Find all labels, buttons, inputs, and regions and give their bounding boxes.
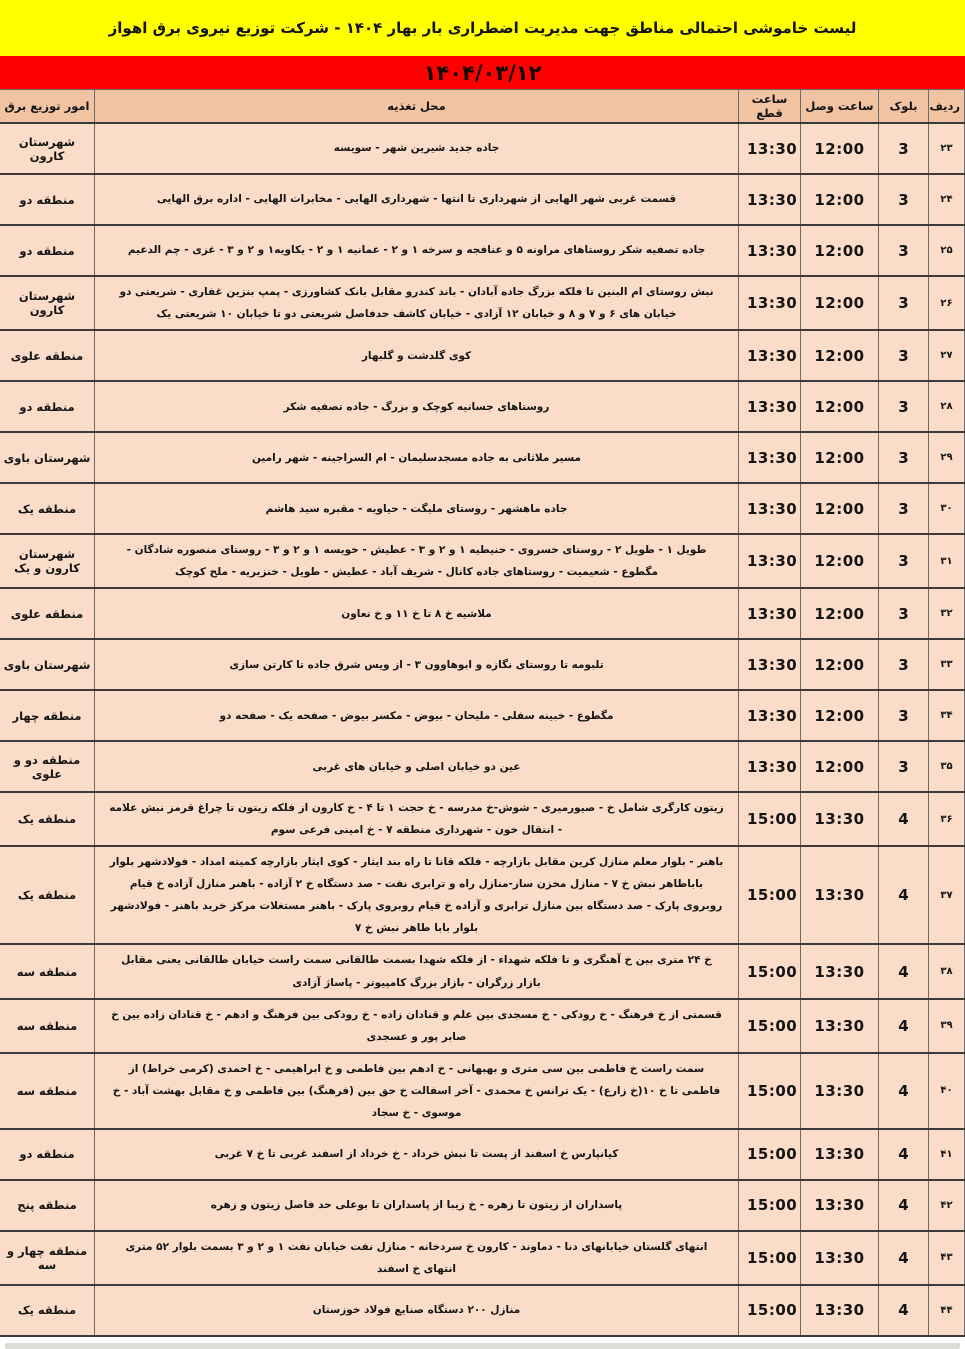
date-bar: [0, 56, 965, 89]
cell-cut-time: 15:00: [739, 846, 801, 944]
cell-block: 4: [879, 999, 929, 1053]
cell-office: شهرستان باوی: [0, 639, 95, 690]
cell-row-number: ۲۷: [929, 330, 965, 381]
cell-connect-time: 12:00: [801, 690, 879, 741]
cell-cut-time: 13:30: [739, 741, 801, 792]
cell-block: 3: [879, 174, 929, 225]
cell-row-number: ۳۷: [929, 846, 965, 944]
cell-office: منطقه پنج: [0, 1180, 95, 1231]
cell-office: منطقه سه: [0, 999, 95, 1053]
cell-connect-time: 13:30: [801, 846, 879, 944]
table-row: [0, 792, 965, 846]
cell-office: منطقه یک: [0, 792, 95, 846]
cell-row-number: ۳۸: [929, 944, 965, 998]
table-row: [0, 276, 965, 330]
cell-block: 3: [879, 483, 929, 534]
cell-row-number: ۳۶: [929, 792, 965, 846]
cell-row-number: ۳۰: [929, 483, 965, 534]
cell-connect-time: 12:00: [801, 639, 879, 690]
cell-office: منطقه دو: [0, 381, 95, 432]
schedule-date: ۱۴۰۴/۰۳/۱۲: [423, 60, 542, 85]
table-row: [0, 944, 965, 998]
schedule-table-body: [0, 123, 965, 1336]
cell-cut-time: 15:00: [739, 944, 801, 998]
cell-location: سمت راست خ فاطمی بین سی متری و بهبهانی - خ ادهم بین فاطمی و خ ابراهیمی - خ احمدی (کرمی خراط) از فاطمی تا خ ۱۰(خ زارع) - یک ترانس خ محمدی - آخر اسفالت خ حق بین (فرهنگ) بین فاطمی و خ مقابل بهشت آباد - خ موسوی - خ سجاد: [95, 1053, 739, 1129]
cell-office: شهرستان باوی: [0, 432, 95, 483]
cell-location: تلبومه تا روستای نگازه و ابوهاوون ۳ - از ویس شرق جاده تا کارتن سازی: [95, 639, 739, 690]
cell-row-number: ۳۵: [929, 741, 965, 792]
cell-connect-time: 12:00: [801, 483, 879, 534]
cell-connect-time: 12:00: [801, 225, 879, 276]
bottom-gap: [0, 1337, 965, 1343]
cell-office: منطقه علوی: [0, 330, 95, 381]
cell-connect-time: 12:00: [801, 123, 879, 174]
cell-row-number: ۲۶: [929, 276, 965, 330]
cell-office: شهرستان کارون و یک: [0, 534, 95, 588]
cell-connect-time: 12:00: [801, 741, 879, 792]
cell-block: 3: [879, 276, 929, 330]
cell-connect-time: 13:30: [801, 792, 879, 846]
cell-location: پاسداران از زیتون تا زهره - خ زیبا از پاسداران تا بوعلی حد فاصل زیتون و زهره: [95, 1180, 739, 1231]
cell-row-number: ۴۳: [929, 1231, 965, 1285]
cell-connect-time: 13:30: [801, 999, 879, 1053]
cell-connect-time: 13:30: [801, 944, 879, 998]
cell-connect-time: 12:00: [801, 330, 879, 381]
cell-cut-time: 15:00: [739, 1231, 801, 1285]
cell-row-number: ۲۴: [929, 174, 965, 225]
cell-cut-time: 13:30: [739, 690, 801, 741]
cell-block: 3: [879, 690, 929, 741]
cell-row-number: ۲۵: [929, 225, 965, 276]
cell-office: منطقه دو: [0, 174, 95, 225]
cell-connect-time: 12:00: [801, 174, 879, 225]
cell-block: 3: [879, 432, 929, 483]
cell-office: منطقه یک: [0, 846, 95, 944]
cell-office: شهرستان کارون: [0, 276, 95, 330]
table-row: [0, 432, 965, 483]
cell-block: 3: [879, 381, 929, 432]
cell-cut-time: 15:00: [739, 1285, 801, 1336]
cell-location: نبش روستای ام البنین تا فلکه بزرگ جاده آبادان - باند کندرو مقابل بانک کشاورزی - پمپ بنزین غفاری - شریعتی دو خیابان های ۶ و ۷ و ۸ و خیابان ۱۲ آزادی - خیابان کاشف حدفاصل شریعتی دو تا خیابان ۱۰ شریعتی یک: [95, 276, 739, 330]
cell-office: منطقه دو و علوی: [0, 741, 95, 792]
cell-row-number: ۳۱: [929, 534, 965, 588]
table-row: [0, 330, 965, 381]
cell-cut-time: 13:30: [739, 639, 801, 690]
cell-cut-time: 15:00: [739, 1129, 801, 1180]
cell-cut-time: 13:30: [739, 483, 801, 534]
cell-location: کوی گلدشت و گلبهار: [95, 330, 739, 381]
cell-block: 4: [879, 1180, 929, 1231]
cell-connect-time: 13:30: [801, 1180, 879, 1231]
cell-location: زیتون کارگری شامل خ - صیورمیری - شوش-خ مدرسه - خ حجت ۱ تا ۴ - خ کارون از فلکه زیتون تا چراغ قرمز نبش علامه - انتقال خون - شهرداری منطقه ۷ - خ امینی فرعی سوم: [95, 792, 739, 846]
cell-connect-time: 13:30: [801, 1285, 879, 1336]
cell-office: منطقه دو: [0, 1129, 95, 1180]
header-location: محل تغذیه: [95, 90, 739, 124]
cell-row-number: ۴۱: [929, 1129, 965, 1180]
cell-location: باهنر - بلوار معلم منازل کرین مقابل بازارچه - فلکه قانا تا راه بند ایثار - کوی ایثار بازارچه کمیته امداد - فولادشهر بلوار باباطاهر نبش خ ۷ - منازل مخزن ساز-منازل راه و ترابری نفت - صد دستگاه خ ۲ آزاده - باهنر منازل آزاده خ قیام روبروی پارک - صد دستگاه بین منازل ترابری و آزاده خ قیام روبروی پارک - باهنر مستغلات مرکز خرید باهنر - فولادشهر بلوار بابا طاهر نبش خ ۷: [95, 846, 739, 944]
cell-location: ملاشیه خ ۸ تا خ ۱۱ و خ تعاون: [95, 588, 739, 639]
cell-location: مسیر ملاثانی به جاده مسجدسلیمان - ام السراجینه - شهر رامین: [95, 432, 739, 483]
cell-row-number: ۴۰: [929, 1053, 965, 1129]
cell-location: مگطوع - خبینه سفلی - ملیحان - بیوض - مکسر بیوض - صفحه یک - صفحه دو: [95, 690, 739, 741]
cell-block: 4: [879, 846, 929, 944]
header-office: امور توزیع برق: [0, 90, 95, 124]
cell-cut-time: 13:30: [739, 174, 801, 225]
cell-cut-time: 13:30: [739, 225, 801, 276]
page-title: لیست خاموشی احتمالی مناطق جهت مدیریت اضطراری بار بهار ۱۴۰۴ - شرکت توزیع نیروی برق اهواز: [108, 19, 857, 37]
cell-connect-time: 12:00: [801, 276, 879, 330]
table-row: [0, 1231, 965, 1285]
cell-location: جاده ماهشهر - روستای ملیگت - حیاویه - مقبره سید هاشم: [95, 483, 739, 534]
cell-office: منطقه چهار و سه: [0, 1231, 95, 1285]
cell-row-number: ۳۹: [929, 999, 965, 1053]
cell-block: 3: [879, 123, 929, 174]
cell-location: جاده تصفیه شکر روستاهای مراونه ۵ و عنافجه و سرخه ۱ و ۲ - عمانیه ۱ و ۲ - یکاویه۱ و ۲ و ۳ - غزی - چم الدعیم: [95, 225, 739, 276]
cell-block: 3: [879, 639, 929, 690]
table-row: [0, 999, 965, 1053]
cell-cut-time: 13:30: [739, 432, 801, 483]
cell-cut-time: 13:30: [739, 330, 801, 381]
table-row: [0, 741, 965, 792]
cell-row-number: ۲۳: [929, 123, 965, 174]
cell-row-number: ۴۴: [929, 1285, 965, 1336]
cell-location: خ ۲۴ متری بین خ آهنگری و تا فلکه شهداء - از فلکه شهدا بسمت طالقانی سمت راست خیابان طالقانی یعنی مقابل بازار زرگران - بازار بزرگ کامپیوتر - پاساژ آزادی: [95, 944, 739, 998]
cell-office: منطقه یک: [0, 483, 95, 534]
table-row: [0, 1180, 965, 1231]
outage-schedule-table: [0, 89, 965, 1337]
table-row: [0, 174, 965, 225]
bottom-strip: [5, 1343, 960, 1349]
page-title-bar: [0, 0, 965, 56]
cell-cut-time: 13:30: [739, 588, 801, 639]
cell-connect-time: 12:00: [801, 381, 879, 432]
cell-office: شهرستان کارون: [0, 123, 95, 174]
cell-office: منطقه دو: [0, 225, 95, 276]
cell-block: 3: [879, 225, 929, 276]
cell-location: عین دو خیابان اصلی و خیابان های غربی: [95, 741, 739, 792]
table-row: [0, 534, 965, 588]
cell-block: 4: [879, 792, 929, 846]
cell-row-number: ۳۲: [929, 588, 965, 639]
table-row: [0, 1285, 965, 1336]
cell-connect-time: 13:30: [801, 1231, 879, 1285]
cell-office: منطقه علوی: [0, 588, 95, 639]
cell-location: قسمت غربی شهر الهایی از شهرداری تا انتها - شهرداری الهایی - مخابرات الهایی - اداره برق الهایی: [95, 174, 739, 225]
table-row: [0, 588, 965, 639]
table-row: [0, 381, 965, 432]
cell-block: 4: [879, 1053, 929, 1129]
table-header-row: [0, 90, 965, 124]
cell-block: 3: [879, 741, 929, 792]
cell-location: منازل ۲۰۰ دستگاه صنایع فولاد خوزستان: [95, 1285, 739, 1336]
header-connect-time: ساعت وصل: [801, 90, 879, 124]
cell-cut-time: 15:00: [739, 1053, 801, 1129]
cell-connect-time: 13:30: [801, 1053, 879, 1129]
cell-block: 3: [879, 588, 929, 639]
cell-cut-time: 13:30: [739, 123, 801, 174]
cell-location: طویل ۱ - طویل ۲ - روستای خسروی - حنیطیه ۱ و ۲ و ۳ - عطیش - خویسه ۱ و ۲ و ۳ - روستای منصوره شادگان - مگطوع - شعیمیت - روستاهای جاده کانال - شریف آباد - عطیش - طویل - خنزیریه - ملح کوچک: [95, 534, 739, 588]
cell-office: منطقه سه: [0, 944, 95, 998]
cell-row-number: ۲۹: [929, 432, 965, 483]
table-row: [0, 123, 965, 174]
cell-connect-time: 13:30: [801, 1129, 879, 1180]
cell-cut-time: 13:30: [739, 381, 801, 432]
cell-connect-time: 12:00: [801, 588, 879, 639]
cell-block: 4: [879, 1285, 929, 1336]
table-row: [0, 639, 965, 690]
table-row: [0, 846, 965, 944]
table-row: [0, 1129, 965, 1180]
table-row: [0, 483, 965, 534]
cell-block: 3: [879, 330, 929, 381]
table-row: [0, 225, 965, 276]
cell-connect-time: 12:00: [801, 534, 879, 588]
cell-row-number: ۴۲: [929, 1180, 965, 1231]
cell-location: کیانپارس خ اسفند از پست تا نبش خرداد - خ خرداد از اسفند غربی تا خ ۷ غربی: [95, 1129, 739, 1180]
header-row-number: ردیف: [929, 90, 965, 124]
cell-location: جاده جدید شیرین شهر - سویسه: [95, 123, 739, 174]
cell-row-number: ۲۸: [929, 381, 965, 432]
cell-block: 4: [879, 1129, 929, 1180]
cell-cut-time: 15:00: [739, 792, 801, 846]
header-cut-time: ساعت قطع: [739, 90, 801, 124]
cell-block: 3: [879, 534, 929, 588]
table-row: [0, 1053, 965, 1129]
cell-cut-time: 15:00: [739, 999, 801, 1053]
cell-location: روستاهای جسانیه کوچک و بزرگ - جاده تصفیه شکر: [95, 381, 739, 432]
cell-row-number: ۳۳: [929, 639, 965, 690]
cell-connect-time: 12:00: [801, 432, 879, 483]
cell-location: انتهای گلستان خیابانهای دنا - دماوند - کارون خ سردخانه - منازل نفت خیابان نفت ۱ و ۲ و ۳ بسمت بلوار ۵۲ متری انتهای خ اسفند: [95, 1231, 739, 1285]
cell-office: منطقه سه: [0, 1053, 95, 1129]
cell-cut-time: 13:30: [739, 534, 801, 588]
cell-office: منطقه یک: [0, 1285, 95, 1336]
cell-cut-time: 15:00: [739, 1180, 801, 1231]
header-block: بلوک: [879, 90, 929, 124]
cell-row-number: ۳۴: [929, 690, 965, 741]
cell-block: 4: [879, 944, 929, 998]
cell-block: 4: [879, 1231, 929, 1285]
cell-location: قسمتی از خ فرهنگ - خ رودکی - خ مسجدی بین علم و قنادان زاده - خ رودکی بین فرهنگ و ادهم - خ قنادان زاده بین خ صابر پور و عسجدی: [95, 999, 739, 1053]
cell-cut-time: 13:30: [739, 276, 801, 330]
table-row: [0, 690, 965, 741]
cell-office: منطقه چهار: [0, 690, 95, 741]
